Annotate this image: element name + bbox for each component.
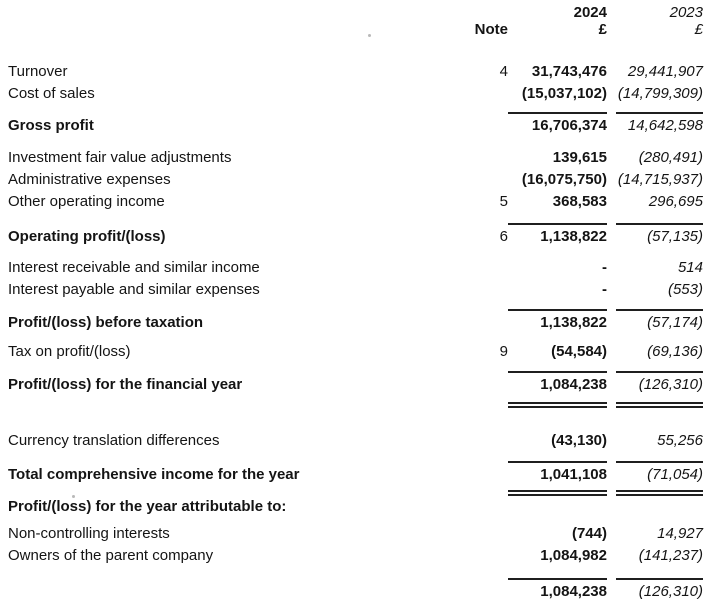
value-2023: 296,695 bbox=[648, 193, 703, 210]
single-rule-row bbox=[8, 309, 703, 311]
row-owners-of-parent bbox=[8, 545, 703, 567]
single-rule bbox=[616, 112, 703, 114]
value-2023: (14,715,937) bbox=[617, 171, 703, 188]
row-label: Non-controlling interests bbox=[8, 525, 170, 542]
row-gross-profit bbox=[8, 115, 703, 137]
row-label: Cost of sales bbox=[8, 85, 95, 102]
value-2024: - bbox=[602, 259, 607, 276]
value-2024: (16,075,750) bbox=[521, 171, 607, 188]
double-rule bbox=[616, 490, 703, 496]
single-rule-row bbox=[8, 112, 703, 114]
value-2024: 1,138,822 bbox=[540, 314, 607, 331]
column-header-2023: 2023 bbox=[669, 4, 703, 21]
note-value: 4 bbox=[499, 63, 508, 80]
table-header-units bbox=[8, 21, 703, 38]
single-rule bbox=[616, 309, 703, 311]
value-2023: 55,256 bbox=[657, 432, 703, 449]
value-2023: (280,491) bbox=[638, 149, 703, 166]
row-total-comprehensive-income bbox=[8, 464, 703, 486]
row-tax-on-profit bbox=[8, 341, 703, 363]
single-rule bbox=[616, 223, 703, 225]
value-2024: 1,041,108 bbox=[540, 466, 607, 483]
single-rule-row bbox=[8, 461, 703, 463]
row-investment-fair-value bbox=[8, 147, 703, 169]
value-2024: (54,584) bbox=[551, 343, 607, 360]
row-label: Interest payable and similar expenses bbox=[8, 281, 260, 298]
value-2024: 1,084,238 bbox=[540, 583, 607, 600]
value-2024: - bbox=[602, 281, 607, 298]
scan-artifact bbox=[72, 495, 75, 498]
single-rule bbox=[616, 578, 703, 580]
double-rule-row bbox=[8, 402, 703, 408]
value-2023: 514 bbox=[677, 259, 703, 276]
value-2024: (43,130) bbox=[551, 432, 607, 449]
table-header-years bbox=[8, 4, 703, 21]
value-2023: (141,237) bbox=[638, 547, 703, 564]
row-label: Turnover bbox=[8, 63, 68, 80]
value-2023: 29,441,907 bbox=[627, 63, 703, 80]
row-profit-for-financial-year bbox=[8, 374, 703, 396]
value-2023: (69,136) bbox=[647, 343, 703, 360]
single-rule bbox=[508, 578, 607, 580]
row-cost-of-sales bbox=[8, 83, 703, 105]
row-label: Profit/(loss) for the financial year bbox=[8, 376, 243, 393]
row-label: Gross profit bbox=[8, 117, 94, 134]
column-header-note: Note bbox=[474, 21, 508, 38]
single-rule bbox=[616, 371, 703, 373]
note-value: 5 bbox=[499, 193, 508, 210]
column-header-2024: 2024 bbox=[573, 4, 607, 21]
double-rule bbox=[508, 402, 607, 408]
single-rule bbox=[508, 309, 607, 311]
value-2023: (553) bbox=[667, 281, 703, 298]
value-2023: 14,642,598 bbox=[627, 117, 703, 134]
value-2023: (71,054) bbox=[647, 466, 703, 483]
double-rule bbox=[616, 402, 703, 408]
row-label: Other operating income bbox=[8, 193, 165, 210]
row-turnover bbox=[8, 61, 703, 83]
row-other-operating-income bbox=[8, 191, 703, 213]
single-rule bbox=[508, 112, 607, 114]
value-2024: 31,743,476 bbox=[531, 63, 607, 80]
single-rule-row bbox=[8, 578, 703, 580]
note-value: 6 bbox=[499, 228, 508, 245]
value-2024: 16,706,374 bbox=[531, 117, 607, 134]
scan-artifact bbox=[368, 34, 371, 37]
value-2023: (14,799,309) bbox=[617, 85, 703, 102]
value-2024: 1,084,238 bbox=[540, 376, 607, 393]
note-value: 9 bbox=[499, 343, 508, 360]
section-heading: Profit/(loss) for the year attributable to: bbox=[8, 498, 287, 515]
value-2023: (126,310) bbox=[638, 583, 703, 600]
value-2024: 1,138,822 bbox=[540, 228, 607, 245]
value-2024: (744) bbox=[571, 525, 607, 542]
row-non-controlling-interests bbox=[8, 523, 703, 545]
row-currency-translation bbox=[8, 430, 703, 452]
row-label: Interest receivable and similar income bbox=[8, 259, 260, 276]
row-interest-receivable bbox=[8, 257, 703, 279]
row-attributable-heading bbox=[8, 496, 703, 518]
row-label: Operating profit/(loss) bbox=[8, 228, 166, 245]
value-2024: 1,084,982 bbox=[540, 547, 607, 564]
single-rule-row bbox=[8, 223, 703, 225]
single-rule bbox=[508, 223, 607, 225]
currency-symbol-2023: £ bbox=[694, 21, 703, 38]
row-profit-before-taxation bbox=[8, 312, 703, 334]
double-rule bbox=[508, 490, 607, 496]
single-rule-row bbox=[8, 371, 703, 373]
row-label: Total comprehensive income for the year bbox=[8, 466, 300, 483]
currency-symbol-2024: £ bbox=[598, 21, 607, 38]
row-label: Owners of the parent company bbox=[8, 547, 214, 564]
row-operating-profit bbox=[8, 226, 703, 248]
row-label: Profit/(loss) before taxation bbox=[8, 314, 204, 331]
value-2023: (57,174) bbox=[647, 314, 703, 331]
value-2024: 368,583 bbox=[552, 193, 607, 210]
row-interest-payable bbox=[8, 279, 703, 301]
single-rule bbox=[616, 461, 703, 463]
row-label: Currency translation differences bbox=[8, 432, 220, 449]
value-2024: 139,615 bbox=[552, 149, 607, 166]
row-label: Investment fair value adjustments bbox=[8, 149, 232, 166]
single-rule bbox=[508, 371, 607, 373]
row-label: Tax on profit/(loss) bbox=[8, 343, 131, 360]
row-label: Administrative expenses bbox=[8, 171, 171, 188]
value-2023: (57,135) bbox=[647, 228, 703, 245]
value-2024: (15,037,102) bbox=[521, 85, 607, 102]
value-2023: (126,310) bbox=[638, 376, 703, 393]
row-attributable-total bbox=[8, 581, 703, 603]
value-2023: 14,927 bbox=[657, 525, 703, 542]
single-rule bbox=[508, 461, 607, 463]
row-administrative-expenses bbox=[8, 169, 703, 191]
